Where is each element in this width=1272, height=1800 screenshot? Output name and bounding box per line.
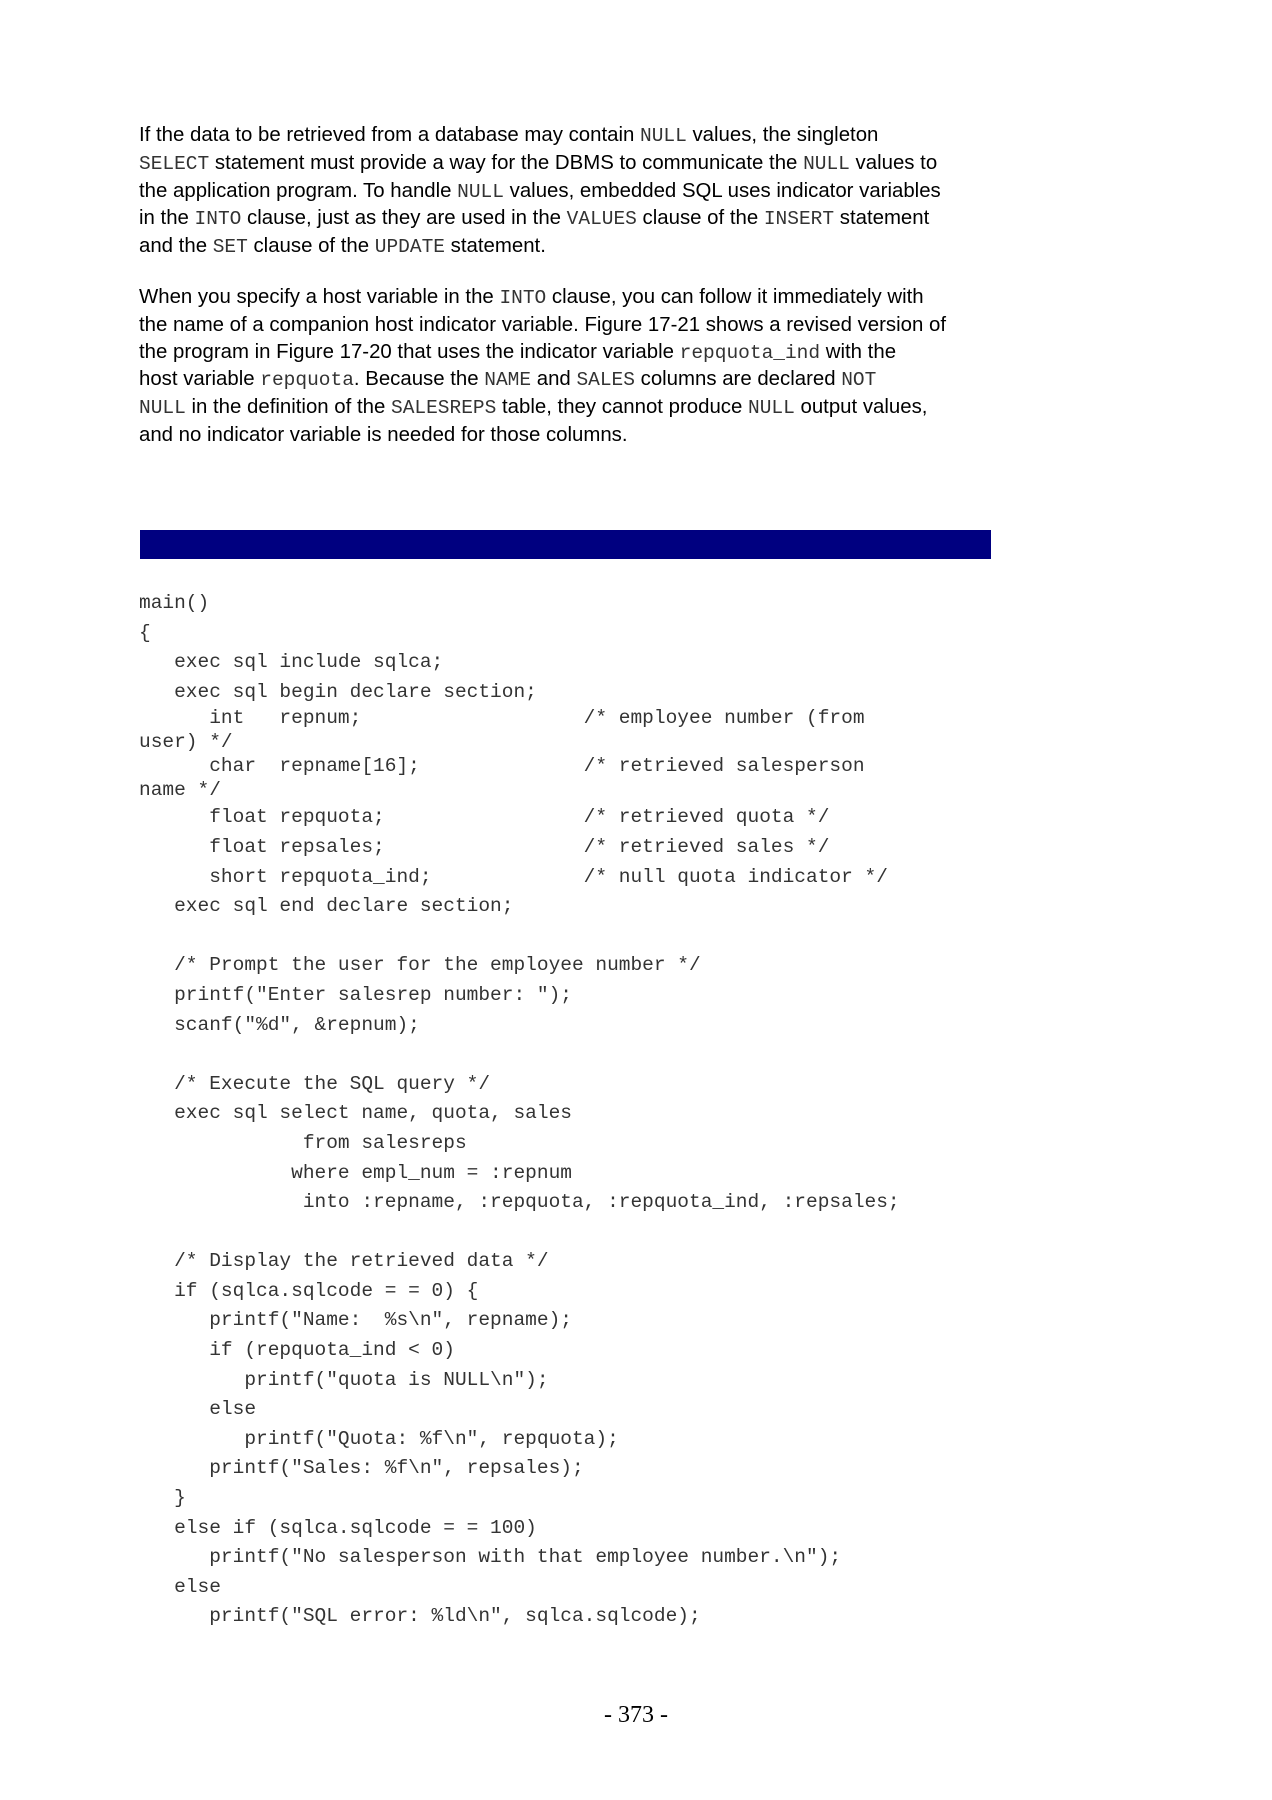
code-line: user) */ bbox=[139, 731, 233, 754]
text-run: clause of the bbox=[247, 235, 375, 258]
paragraph-line bbox=[139, 233, 999, 261]
code-line bbox=[139, 922, 1139, 952]
inline-code: UPDATE bbox=[374, 236, 445, 259]
paragraph-line bbox=[139, 178, 999, 206]
text-run: clause, you can follow it immediately with bbox=[546, 286, 924, 308]
code-line: { bbox=[139, 621, 151, 644]
inline-code: SALES bbox=[576, 369, 635, 392]
code-line: printf("No salesperson with that employee number.\n"); bbox=[139, 1546, 842, 1569]
code-line: exec sql include sqlca; bbox=[139, 651, 444, 674]
inline-code: NULL bbox=[139, 397, 186, 420]
text-run: When you specify a host variable in the bbox=[139, 286, 500, 308]
code-line bbox=[139, 1218, 1139, 1248]
page-number: - 373 - bbox=[604, 1702, 668, 1728]
code-line: short repquota_ind; /* null quota indicator */ bbox=[139, 865, 888, 888]
code-line: main() bbox=[139, 592, 210, 614]
code-line: else if (sqlca.sqlcode = = 100) bbox=[139, 1516, 537, 1539]
paragraph-line bbox=[139, 205, 999, 233]
text-run: values, embedded SQL uses indicator variables bbox=[503, 179, 941, 202]
paragraph-line bbox=[139, 312, 999, 339]
code-line: name */ bbox=[139, 779, 221, 802]
code-line: exec sql end declare section; bbox=[139, 895, 514, 918]
paragraph-line bbox=[139, 422, 999, 449]
text-run: values to bbox=[849, 151, 938, 174]
text-run: with the bbox=[820, 340, 897, 363]
code-line: char repname[16]; /* retrieved salesperson bbox=[139, 755, 865, 778]
text-run: the program in Figure 17-20 that uses the indicator variable bbox=[139, 340, 680, 363]
code-line: printf("Name: %s\n", repname); bbox=[139, 1309, 572, 1332]
inline-code: INTO bbox=[194, 208, 242, 231]
text-run: columns are declared bbox=[634, 368, 842, 391]
code-line: printf("SQL error: %ld\n", sqlca.sqlcode); bbox=[139, 1605, 701, 1628]
inline-code: SALESREPS bbox=[391, 397, 497, 420]
text-run: and bbox=[531, 368, 577, 391]
code-line: printf("Enter salesrep number: "); bbox=[139, 983, 572, 1006]
text-run: and the bbox=[139, 235, 213, 258]
inline-code: repquota bbox=[260, 369, 354, 392]
text-run: in the definition of the bbox=[185, 396, 391, 419]
text-run: table, they cannot produce bbox=[496, 396, 748, 419]
code-line: exec sql select name, quota, sales bbox=[139, 1102, 572, 1125]
code-listing bbox=[139, 589, 1139, 1632]
figure-title-bar bbox=[140, 530, 991, 559]
text-run: statement bbox=[834, 207, 930, 230]
inline-code: repquota_ind bbox=[679, 341, 821, 364]
code-line: /* Display the retrieved data */ bbox=[139, 1250, 549, 1273]
text-run: values, the singleton bbox=[686, 124, 879, 146]
inline-code: INSERT bbox=[763, 208, 835, 231]
text-run: in the bbox=[139, 207, 195, 230]
text-run: the name of a companion host indicator variable. Figure 17-21 shows a revised version of bbox=[139, 313, 947, 336]
code-line: into :repname, :repquota, :repquota_ind, :repsales; bbox=[139, 1191, 900, 1214]
inline-code: NULL bbox=[803, 152, 850, 175]
text-run: output values, bbox=[794, 396, 928, 419]
paragraph-line bbox=[139, 394, 999, 422]
inline-code: NULL bbox=[457, 180, 504, 203]
code-line: printf("quota is NULL\n"); bbox=[139, 1368, 549, 1391]
inline-code: NOT bbox=[841, 369, 877, 392]
code-line: printf("Quota: %f\n", repquota); bbox=[139, 1427, 619, 1450]
code-line: if (repquota_ind < 0) bbox=[139, 1339, 455, 1362]
paragraph-line bbox=[139, 366, 999, 394]
text-run: host variable bbox=[139, 368, 261, 391]
text-run: If the data to be retrieved from a database may contain bbox=[139, 124, 640, 146]
inline-code: NULL bbox=[748, 397, 795, 420]
text-run: and no indicator variable is needed for those columns. bbox=[139, 423, 628, 446]
paragraph-line bbox=[139, 284, 999, 312]
paragraph-line bbox=[139, 339, 999, 367]
code-line: } bbox=[139, 1487, 186, 1510]
inline-code: SELECT bbox=[139, 152, 210, 175]
code-line: /* Prompt the user for the employee number */ bbox=[139, 954, 701, 977]
text-run: . Because the bbox=[353, 368, 485, 391]
code-line: if (sqlca.sqlcode = = 0) { bbox=[139, 1279, 479, 1302]
text-run: statement must provide a way for the DBMS to communicate the bbox=[209, 151, 804, 174]
code-line: float repsales; /* retrieved sales */ bbox=[139, 835, 830, 858]
paragraph-indicator-variable bbox=[139, 284, 999, 449]
inline-code: SET bbox=[212, 236, 248, 259]
text-run: statement. bbox=[445, 235, 546, 258]
code-line: from salesreps bbox=[139, 1131, 467, 1154]
code-line: else bbox=[139, 1398, 257, 1421]
paragraph-line bbox=[139, 150, 999, 178]
inline-code: NULL bbox=[640, 125, 687, 147]
code-line: exec sql begin declare section; bbox=[139, 680, 537, 703]
text-run: clause, just as they are used in the bbox=[241, 207, 567, 230]
code-line: /* Execute the SQL query */ bbox=[139, 1072, 491, 1095]
inline-code: NAME bbox=[484, 369, 532, 392]
inline-code: VALUES bbox=[566, 208, 637, 231]
code-line: else bbox=[139, 1575, 221, 1598]
paragraph-line bbox=[139, 122, 999, 150]
code-line bbox=[139, 1040, 1139, 1070]
text-run: the application program. To handle bbox=[139, 179, 458, 202]
code-line: float repquota; /* retrieved quota */ bbox=[139, 806, 830, 829]
code-line: scanf("%d", &repnum); bbox=[139, 1013, 420, 1036]
text-run: clause of the bbox=[636, 207, 764, 230]
code-line: printf("Sales: %f\n", repsales); bbox=[139, 1457, 584, 1480]
inline-code: INTO bbox=[499, 287, 547, 309]
paragraph-null-values bbox=[139, 122, 999, 261]
code-line: int repnum; /* employee number (from bbox=[139, 707, 865, 730]
code-line: where empl_num = :repnum bbox=[139, 1161, 572, 1184]
